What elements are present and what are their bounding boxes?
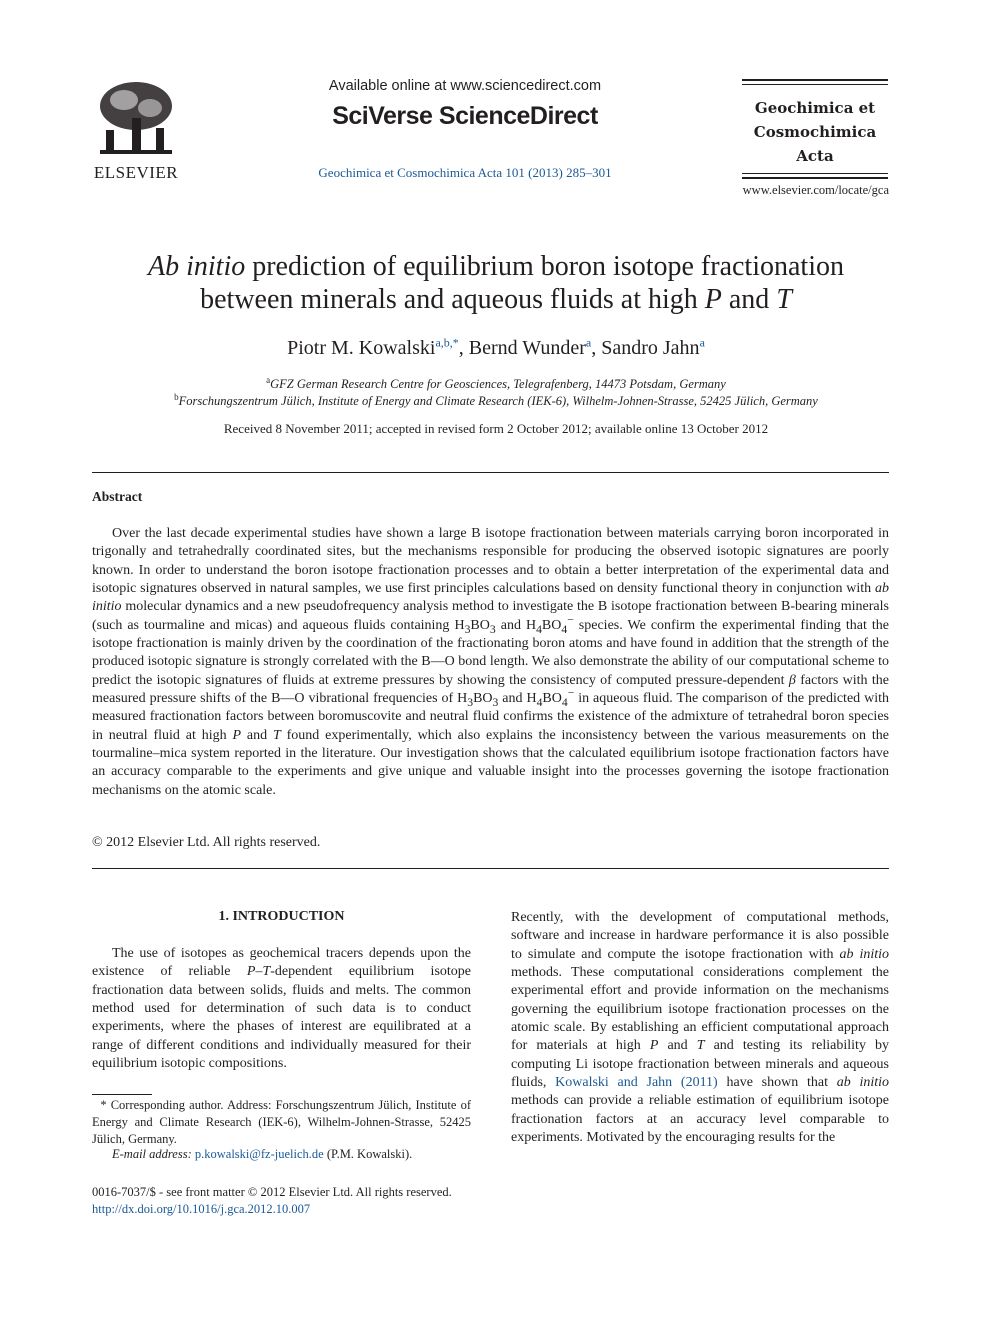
- email-note: E-mail address: p.kowalski@fz-juelich.de (P.M. Kowalski).: [112, 1147, 413, 1161]
- elsevier-logo: [88, 78, 184, 186]
- affiliation-a: $^a$GFZ German Research Centre for Geosciences, Telegrafenberg, 14473 Potsdam, Germany: [266, 374, 726, 391]
- intro-paragraph-left: The use of isotopes as geochemical tracers depends upon the existence of reliable P–T-dependent equilibrium isotope fractionation data between solids, fluids and melts. The common method used for determination of such data is to conduct experiments, where the phases of interest are equilibrated at a range of different conditions and individually measured for their equilibrium isotopic compositions.: [92, 946, 471, 1072]
- intro-paragraph-right: Recently, with the development of computational methods, software and increase in hardware performance it is also possible to simulate and compute the isotope fractionation with ab initio methods. These computational considerations complement the experimental effort and provide information on the mechanisms governing the equilibrium isotope fractionation processes on the atomic scale. By establishing an efficient computational approach for materials at high P and T and testing its reliability by computing Li isotope fractionation between minerals and aqueous fluids, Kowalski and Jahn (2011) have shown that ab initio methods can provide a reliable estimation of equilibrium isotope fractionation factors at an accuracy level comparable to experiments. Motivated by the encouraging results for the: [511, 910, 890, 1146]
- author-name: Piotr M. Kowalski: [287, 337, 436, 359]
- corresponding-author-note: * Corresponding author. Address: Forschungszentrum Jülich, Institute of Energy and Climate Research (IEK-6), Wilhelm-Johnen-Strasse, 52425 Jülich, Germany.: [92, 1098, 471, 1146]
- article-title: Ab initio prediction of equilibrium boron isotope fractionation between minerals and aqueous fluids at high P and T: [148, 251, 844, 315]
- platform-name: SciVerse ScienceDirect: [332, 102, 598, 130]
- journal-title-box: [742, 79, 888, 179]
- availability-note: Available online at www.sciencedirect.com: [328, 78, 602, 94]
- section-heading: 1. INTRODUCTION: [218, 909, 345, 924]
- journal-title: Geochimica et Cosmochimica Acta: [753, 99, 877, 165]
- author-marks: a: [699, 335, 705, 350]
- divider-top: [92, 472, 889, 473]
- doi-link[interactable]: http://dx.doi.org/10.1016/j.gca.2012.10.007: [92, 1202, 311, 1216]
- author-marks: a: [585, 335, 592, 350]
- reference-link[interactable]: Kowalski and Jahn (2011): [555, 1075, 718, 1091]
- article-dates: Received 8 November 2011; accepted in revised form 2 October 2012; available online 13 October 2012: [223, 421, 769, 436]
- footnote-rule: [92, 1094, 152, 1095]
- divider-bottom: [92, 868, 889, 869]
- abstract-text: Over the last decade experimental studies have shown a large B isotope fractionation between materials carrying boron incorporated in trigonally and tetrahedrally coordinated sites, but the mechanisms responsible for producing the observed isotopic signatures are poorly known. In order to understand the boron isotope fractionation processes and to obtain a better interpretation of the experimental data and isotopic signatures observed in natural samples, we use first principles calculations based on density functional theory in conjunction with ab initio molecular dynamics and a new pseudofrequency analysis method to investigate the B isotope fractionation between B-bearing minerals (such as tourmaline and micas) and aqueous fluids containing $H_3BO_3$ and $H_4BO_4^-$ species. We confirm the experimental finding that the isotope fractionation is mainly driven by the coordination of the fractionating boron atoms and have found in addition that the strength of the produced isotopic signature is strongly correlated with the B—O bond length. We also demonstrate the ability of our computational scheme to predict the isotopic signatures of fluids at extreme pressures by showing the consistency of computed pressure-dependent β factors with the measured pressure shifts of the B—O vibrational frequencies of $H_3BO_3$ and $H_4BO_4^-$ in aqueous fluid. The comparison of the predicted with measured fractionation factors between boromuscovite and neutral fluid confirms the existence of the admixture of tetrahedral boron species in neutral fluid at high P and T found experimentally, which also explains the inconsistency between the various measurements on the tourmaline–mica system reported in the literature. Our investigation shows that the calculated equilibrium isotope fractionation factors have an accuracy comparable to the experiments and give unique and valuable insight into the processes governing the isotope fractionation mechanisms on the atomic scale.: [92, 526, 889, 798]
- front-matter: [92, 1184, 452, 1218]
- author-marks: a,b,*: [435, 335, 459, 350]
- issn-line: 0016-7037/$ - see front matter © 2012 Elsevier Ltd. All rights reserved.: [92, 1185, 452, 1199]
- author-name: Bernd Wunder: [468, 337, 586, 359]
- email-link[interactable]: p.kowalski@fz-juelich.de: [194, 1147, 324, 1161]
- publisher-name: ELSEVIER: [93, 163, 179, 182]
- journal-url[interactable]: www.elsevier.com/locate/gca: [742, 183, 889, 197]
- affiliation-b: $^b$Forschungszentrum Jülich, Institute of Energy and Climate Research (IEK-6), Wilhelm-Johnen-Strasse, 52425 Jülich, Germany: [174, 391, 818, 408]
- author-list: Piotr M. Kowalski$^{a,b,*}$, Bernd Wunder$^a$, Sandro Jahn$^a$: [287, 335, 705, 359]
- abstract-heading: Abstract: [92, 489, 143, 504]
- journal-citation[interactable]: Geochimica et Cosmochimica Acta 101 (2013) 285–301: [318, 165, 612, 180]
- author-name: Sandro Jahn: [601, 337, 700, 359]
- elsevier-tree-icon: [94, 78, 178, 160]
- abstract-copyright: © 2012 Elsevier Ltd. All rights reserved.: [92, 835, 321, 850]
